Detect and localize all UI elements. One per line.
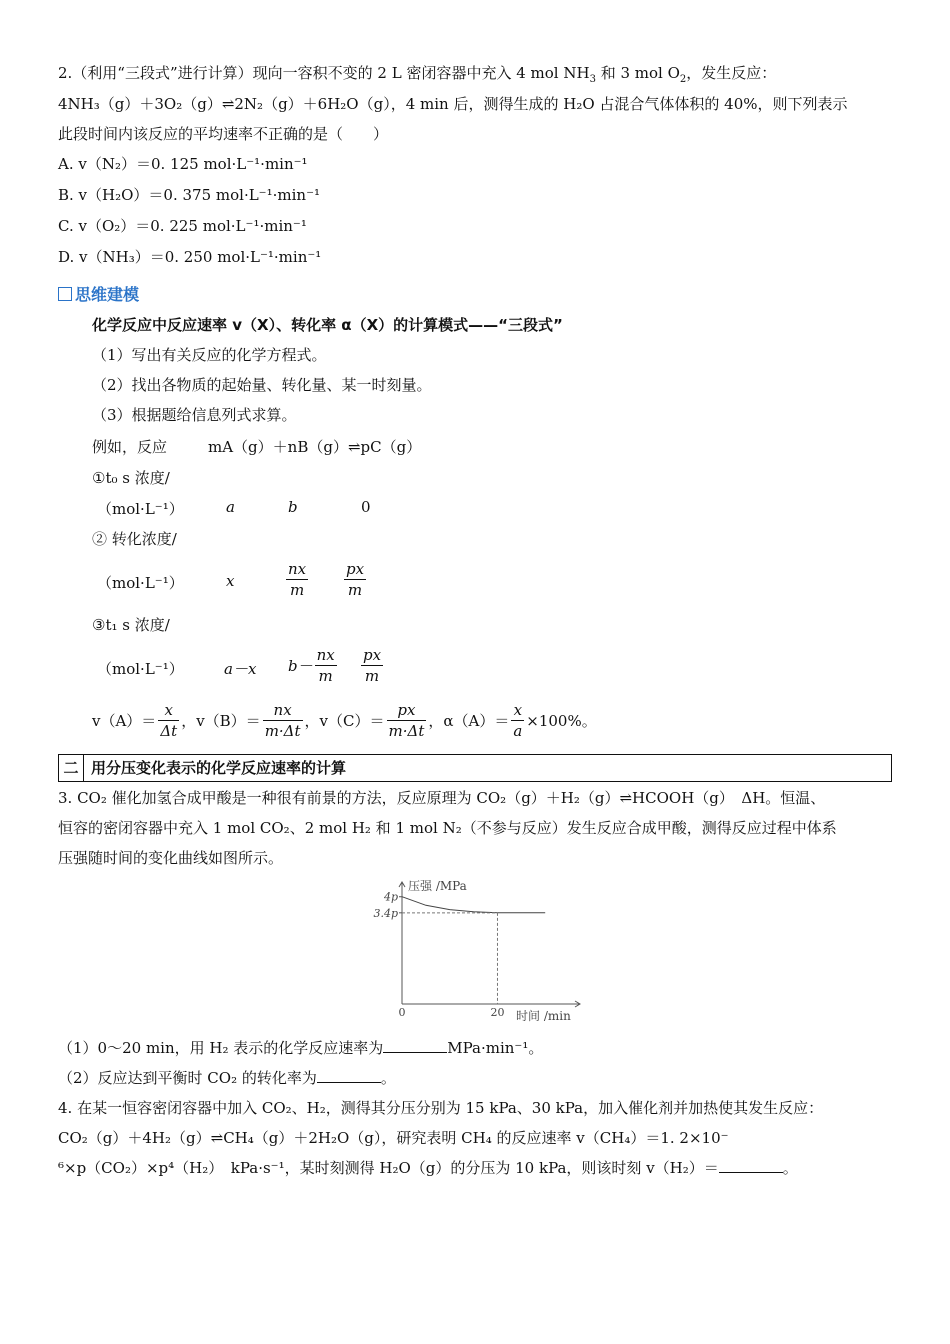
q2-option-c[interactable]: C. v（O₂）＝0. 225 mol·L⁻¹·min⁻¹ <box>58 217 307 235</box>
model-heading: 思维建模 <box>58 282 139 305</box>
section-header <box>58 754 892 782</box>
q4-stem-line1: 4. 在某一恒容密闭容器中加入 CO₂、H₂，测得其分压分别为 15 kPa、30 kPa，加入催化剂并加热使其发生反应： <box>58 1099 824 1117</box>
row2-label: ② 转化浓度/ <box>92 530 177 548</box>
answer-blank-3[interactable] <box>719 1158 783 1173</box>
example-reaction: mA（g）＋nB（g）⇌pC（g） <box>208 438 422 456</box>
pressure-time-chart <box>360 872 590 1028</box>
q2-stem-line2: 4NH₃（g）＋3O₂（g）⇌2N₂（g）＋6H₂O（g），4 min 后，测得生成的 H₂O 占混合气体体积的 40%，则下列表示 <box>58 95 848 113</box>
row3-a: a－x <box>224 660 257 678</box>
y-tick-label-3.4p: 3.4p <box>373 906 398 920</box>
section-number: 二 <box>59 755 84 781</box>
row2-frac-p: $\frac{px}{m}$ <box>346 560 365 599</box>
row1-label: ①t₀ s 浓度/ <box>92 469 170 487</box>
x-tick-label-0: 0 <box>398 1006 406 1019</box>
q3-stem-line3: 压强随时间的变化曲线如图所示。 <box>58 849 284 867</box>
row3-label: ③t₁ s 浓度/ <box>92 616 170 634</box>
model-step-1: （1）写出有关反应的化学方程式。 <box>92 346 327 364</box>
q4-stem-line3: ⁶×p（CO₂）×p⁴（H₂） kPa·s⁻¹，某时刻测得 H₂O（g）的分压为 10 kPa，则该时刻 v（H₂）＝ 。 <box>58 1159 798 1177</box>
q3-sub2: （2）反应达到平衡时 CO₂ 的转化率为 。 <box>58 1069 396 1087</box>
q2-option-d[interactable]: D. v（NH₃）＝0. 250 mol·L⁻¹·min⁻¹ <box>58 248 322 266</box>
row1-unit: （mol·L⁻¹） <box>97 500 184 518</box>
q2-option-a[interactable]: A. v（N₂）＝0. 125 mol·L⁻¹·min⁻¹ <box>58 155 308 173</box>
pressure-curve <box>402 897 545 913</box>
row3-unit: （mol·L⁻¹） <box>97 660 184 678</box>
y-axis-label: 压强 /MPa <box>408 879 467 893</box>
model-step-3: （3）根据题给信息列式求算。 <box>92 406 297 424</box>
q3-sub1: （1）0～20 min，用 H₂ 表示的化学反应速率为 MPa·min⁻¹。 <box>58 1039 544 1057</box>
answer-blank-2[interactable] <box>317 1068 381 1083</box>
row2-frac-n: $\frac{nx}{m}$ <box>288 560 307 599</box>
row3-c: $\frac{px}{m}$ <box>363 646 382 685</box>
q2-option-b[interactable]: B. v（H₂O）＝0. 375 mol·L⁻¹·min⁻¹ <box>58 186 320 204</box>
answer-blank-1[interactable] <box>383 1038 447 1053</box>
row2-x: x <box>226 572 235 590</box>
row1-b: b <box>288 498 298 516</box>
q4-stem-line2: CO₂（g）＋4H₂（g）⇌CH₄（g）＋2H₂O（g），研究表明 CH₄ 的反应速率 v（CH₄）＝1. 2×10⁻ <box>58 1129 729 1147</box>
row1-a: a <box>226 498 235 516</box>
checkbox-square-icon <box>58 287 72 301</box>
q3-stem-line1: 3. CO₂ 催化加氢合成甲酸是一种很有前景的方法，反应原理为 CO₂（g）＋H₂（g）⇌HCOOH（g） ΔH。恒温、 <box>58 789 826 807</box>
q2-stem-line1: 2.（利用“三段式”进行计算）现向一容积不变的 2 L 密闭容器中充入 4 mol $NH_3$ 和 3 mol $O_2$，发生反应： <box>58 64 777 85</box>
y-tick-label-4p: 4p <box>383 890 398 904</box>
rate-formulas: v（A）＝ $\frac{x}{\Delta t}$ ，v（B）＝ $\frac{nx}{m\cdot\Delta t}$ ，v（C）＝ $\frac{px}{m\cdot\Delta t}$ ，α（A）＝ $\frac{x}{a}$ ×100%。 <box>92 701 597 740</box>
model-step-2: （2）找出各物质的起始量、转化量、某一时刻量。 <box>92 376 432 394</box>
section-title: 用分压变化表示的化学反应速率的计算 <box>91 759 347 777</box>
example-label: 例如，反应 <box>92 438 168 456</box>
x-axis-label: 时间 /min <box>516 1009 571 1023</box>
row3-b: b－ $\frac{nx}{m}$ <box>288 646 335 685</box>
x-tick-label-20: 20 <box>490 1006 505 1019</box>
row1-c: 0 <box>361 498 371 516</box>
q3-stem-line2: 恒容的密闭容器中充入 1 mol CO₂、2 mol H₂ 和 1 mol N₂（不参与反应）发生反应合成甲酸，测得反应过程中体系 <box>58 819 837 837</box>
row2-unit: （mol·L⁻¹） <box>97 574 184 592</box>
model-title: 化学反应中反应速率 v（X）、转化率 α（X）的计算模式——“三段式” <box>92 316 563 334</box>
q2-stem-line3: 此段时间内该反应的平均速率不正确的是（ ） <box>58 125 389 143</box>
